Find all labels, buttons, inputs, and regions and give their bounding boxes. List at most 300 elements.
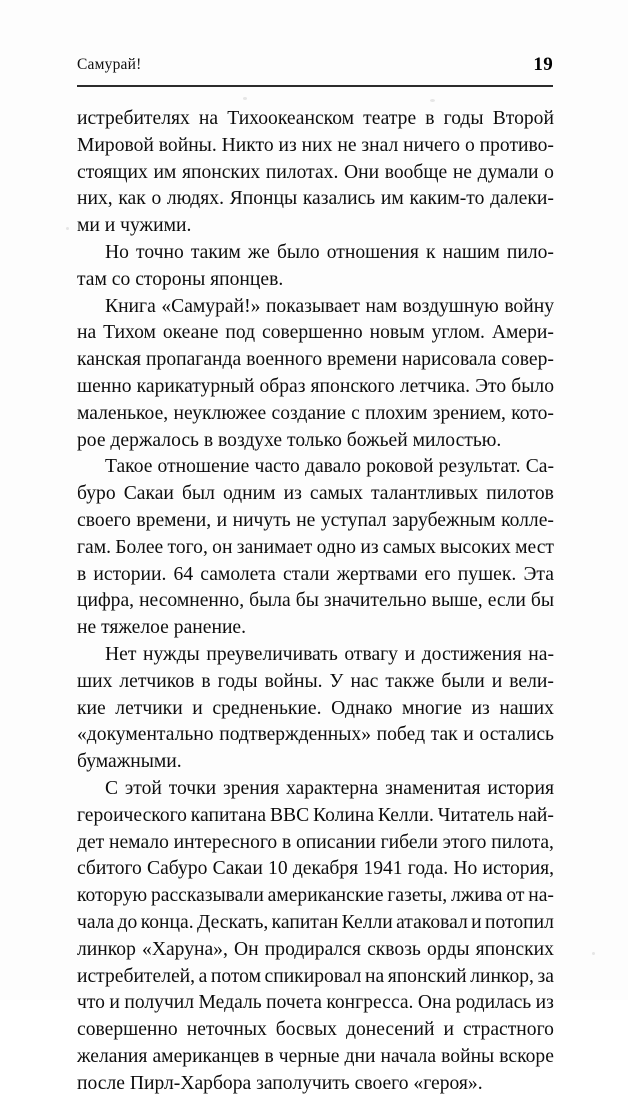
text-line [77, 803, 554, 830]
word: им [153, 161, 177, 183]
word: героического [77, 804, 187, 826]
scan-speck [430, 99, 435, 102]
word: японских [181, 161, 261, 183]
word: было [511, 375, 554, 397]
word: Второй [492, 108, 554, 129]
word: продирался [264, 938, 361, 960]
word: Нет [105, 643, 137, 665]
word: карикатурный [136, 375, 255, 397]
word: кото- [511, 402, 554, 424]
word: каким-то [409, 188, 485, 210]
word: выше, [431, 590, 483, 612]
word: отношения [326, 241, 419, 263]
text-line [77, 722, 554, 749]
word: ших [77, 670, 113, 692]
word: мест [515, 536, 554, 558]
word: годы [443, 108, 484, 129]
text-line [77, 160, 554, 187]
word: начала [380, 1045, 437, 1067]
word: Сакаи [123, 483, 174, 505]
text-line [77, 615, 554, 642]
word: после Пирл-Харбора заполучить своего «героя». [77, 1072, 483, 1094]
scan-speck [66, 227, 69, 230]
word: Более [115, 536, 164, 558]
word: преувеличивать [206, 643, 338, 665]
word: линкор [77, 938, 136, 960]
word: стали [282, 563, 330, 585]
text-line [77, 669, 554, 696]
text-line [77, 294, 554, 321]
word: пропаганда [146, 349, 242, 371]
text-line [77, 267, 554, 294]
word: противо- [479, 134, 554, 156]
word: в [281, 831, 292, 853]
word: 1941 [363, 858, 403, 880]
word: самых [382, 536, 436, 558]
text-line [77, 749, 554, 776]
running-head [77, 56, 553, 82]
word: к [426, 241, 436, 263]
word: шенно [77, 375, 132, 397]
word: остались [479, 724, 554, 746]
word: он [212, 536, 233, 558]
word: зарубежным [392, 509, 496, 531]
word: линкор, [470, 965, 534, 987]
scan-speck [592, 952, 595, 955]
word: Тихоокеанском [227, 108, 355, 129]
word: декабря [292, 858, 359, 880]
word: была [249, 590, 291, 612]
word: в [201, 670, 211, 692]
text-line [77, 642, 554, 669]
word: совер- [501, 349, 554, 371]
word: желания [77, 1045, 148, 1067]
text-line [77, 1071, 554, 1097]
word: точки [168, 777, 217, 799]
word: Читатель [437, 804, 514, 826]
word: Она [417, 992, 452, 1014]
running-head-title: Самурай! [77, 56, 142, 73]
text-line [77, 508, 554, 535]
word: лжива [450, 885, 503, 907]
word: Это [475, 375, 507, 397]
word: также [385, 670, 435, 692]
word: давало [304, 456, 362, 478]
word: дни [344, 1045, 376, 1067]
word: своего [77, 509, 131, 531]
word: бы [295, 590, 319, 612]
word: плохим [365, 402, 428, 424]
word: японский [387, 965, 467, 987]
text-line [77, 186, 554, 213]
word: на- [528, 643, 554, 665]
word: показывает [265, 295, 360, 317]
word: Но [453, 858, 478, 880]
word: войны. [264, 670, 323, 692]
word: летчики [115, 697, 183, 719]
word: них [301, 134, 333, 156]
word: о [151, 188, 162, 210]
text-line [77, 374, 554, 401]
word: точно [136, 241, 184, 263]
word: конца. [140, 911, 194, 933]
word: и [471, 911, 482, 933]
word: них, [77, 188, 113, 210]
word: занимает [236, 536, 313, 558]
word: родилась [455, 992, 532, 1014]
word: ВВС [269, 804, 310, 826]
word: босвых [275, 1019, 337, 1041]
word: вели- [509, 670, 554, 692]
text-line [77, 696, 554, 723]
word: гам. [77, 536, 112, 558]
word: цифра, [77, 590, 135, 612]
word: углом. [431, 322, 485, 344]
paragraph [77, 642, 554, 776]
word: и [491, 670, 503, 692]
word: времени, [136, 509, 212, 531]
word: Книга [105, 295, 156, 317]
word: от [506, 885, 525, 907]
word: было [276, 241, 320, 263]
text-line [77, 481, 554, 508]
word: не тяжелое ранение. [77, 617, 247, 639]
word: пилотах. [265, 161, 339, 183]
word: которую [77, 885, 148, 907]
word: колле- [501, 509, 554, 531]
word: этого [442, 831, 487, 853]
word: и [109, 992, 120, 1014]
word: военного [246, 349, 323, 371]
word: Амери- [491, 322, 554, 344]
word: не [337, 134, 357, 156]
text-line [77, 1044, 554, 1071]
word: войну [504, 295, 554, 317]
word: часто [254, 456, 300, 478]
word: страстного [463, 1019, 554, 1041]
word: кие [77, 697, 106, 719]
word: летчиков [119, 670, 195, 692]
word: Колина [313, 804, 375, 826]
word: в [264, 1045, 274, 1067]
word: пило- [506, 241, 554, 263]
word: годы [217, 670, 258, 692]
word: за [537, 965, 554, 987]
word: ничего [403, 134, 461, 156]
word: интересного [173, 831, 278, 853]
word: о [464, 134, 475, 156]
word: что [77, 992, 105, 1014]
text-line [77, 883, 554, 910]
word: результат. [438, 456, 521, 478]
word: и [216, 509, 228, 531]
word: немало [109, 831, 169, 853]
word: талантливых [371, 483, 479, 505]
word: одним [222, 483, 276, 505]
word: Келли. [377, 804, 434, 826]
word: рое держалось в воздухе только божьей милостью. [77, 429, 502, 451]
word: Такое [105, 456, 153, 478]
word: того, [167, 536, 208, 558]
word: в [77, 563, 87, 585]
paragraph [77, 294, 554, 455]
word: Эта [523, 563, 554, 585]
word: из [471, 697, 490, 719]
word: времени [327, 349, 397, 371]
word: средненькие. [212, 697, 322, 719]
text-line [77, 964, 554, 991]
word: отвагу [344, 643, 398, 665]
word: новым [369, 322, 425, 344]
word: не [296, 509, 316, 531]
word: Са- [525, 456, 554, 478]
word: Однако [331, 697, 393, 719]
word: Тихом [103, 322, 156, 344]
word: до [117, 911, 138, 933]
word: значительно [323, 590, 427, 612]
header-rule [77, 85, 553, 87]
word: С [105, 777, 119, 799]
word: потом [210, 965, 261, 987]
word: из [360, 536, 379, 558]
word: Но [105, 241, 129, 263]
word: казались [302, 188, 376, 210]
word: о [544, 161, 554, 183]
word: описании [296, 831, 376, 853]
word: донесений [345, 1019, 435, 1041]
word: зрения [222, 777, 280, 799]
word: побед [376, 724, 426, 746]
word: и [443, 1019, 455, 1041]
word: и [463, 724, 474, 746]
word: воздушную [402, 295, 499, 317]
word: истребителях [77, 108, 190, 129]
word: Медаль [198, 992, 262, 1014]
word: Сабуро [147, 858, 208, 880]
word: почета [266, 992, 322, 1014]
word: этой [124, 777, 162, 799]
word: японского [310, 375, 395, 397]
word: таким [190, 241, 241, 263]
word: характерна [286, 777, 379, 799]
word: буро [77, 483, 116, 505]
word: капитана [190, 804, 267, 826]
text-line [77, 856, 554, 883]
text-line [77, 535, 554, 562]
scan-speck [243, 97, 247, 100]
text-line [77, 428, 554, 455]
word: войны. [158, 134, 217, 156]
word: Никто [221, 134, 274, 156]
word: далеки- [490, 188, 554, 210]
word: рассказывали [150, 885, 264, 907]
word: же [247, 241, 270, 263]
text-line [77, 1017, 554, 1044]
text-line [77, 776, 554, 803]
word: там со стороны японцев. [77, 268, 284, 290]
word: многие [402, 697, 462, 719]
word: людях. [166, 188, 224, 210]
word: нас [350, 670, 379, 692]
word: нам [365, 295, 398, 317]
word: войны [441, 1045, 495, 1067]
word: газеты, [387, 885, 448, 907]
word: 10 [268, 858, 288, 880]
word: и [404, 643, 416, 665]
paragraph [77, 106, 554, 240]
word: неточных [186, 1019, 267, 1041]
paragraph [77, 240, 554, 294]
word: с [351, 402, 360, 424]
word: достижения [421, 643, 522, 665]
word: сквозь [367, 938, 421, 960]
word: бы [530, 590, 554, 612]
word: зрением, [432, 402, 506, 424]
word: создание [271, 402, 346, 424]
text-line [77, 937, 554, 964]
word: истребителей, [77, 965, 196, 987]
word: самолета [200, 563, 276, 585]
word: знаменитая [385, 777, 481, 799]
word: а [198, 965, 208, 987]
text-line [77, 910, 554, 937]
word: пушек. [457, 563, 517, 585]
word: японских [475, 938, 554, 960]
word: Японцы [229, 188, 298, 210]
word: канская [77, 349, 142, 371]
word: история [487, 777, 554, 799]
word: как [118, 188, 146, 210]
word: Он [234, 938, 259, 960]
text-line [77, 454, 554, 481]
word: уступал [320, 509, 387, 531]
word: совершенно [262, 322, 363, 344]
paragraph [77, 454, 554, 642]
word: и [192, 697, 203, 719]
word: спикировал [264, 965, 362, 987]
word: американцев [152, 1045, 260, 1067]
word: Келли [341, 911, 393, 933]
word: чала [77, 911, 115, 933]
word: если [487, 590, 526, 612]
word: подтвержденных» [219, 724, 372, 746]
word: Мировой [77, 134, 154, 156]
word: получил [124, 992, 195, 1014]
word: «Харуна», [142, 938, 228, 960]
text-line [77, 830, 554, 857]
word: 64 [173, 563, 194, 585]
word: «документально [77, 724, 214, 746]
word: капитан [271, 911, 339, 933]
word: вскоре [499, 1045, 554, 1067]
word: театре [363, 108, 417, 129]
word: най- [517, 804, 554, 826]
word: его [424, 563, 451, 585]
word: были [441, 670, 485, 692]
word: истории. [93, 563, 167, 585]
word: отношение [157, 456, 250, 478]
text-line [77, 990, 554, 1017]
word: роковой [366, 456, 434, 478]
text-line [77, 213, 554, 240]
word: наших [499, 697, 554, 719]
word: был [181, 483, 215, 505]
word: нужды [143, 643, 200, 665]
word: сбитого [77, 858, 142, 880]
word: думали [477, 161, 539, 183]
word: конгресса. [326, 992, 414, 1014]
word: нарисовала [401, 349, 497, 371]
page-number: 19 [533, 54, 553, 75]
word: атаковал [396, 911, 468, 933]
word: американские [267, 885, 384, 907]
word: история, [482, 858, 554, 880]
text-line [77, 562, 554, 589]
word: на [364, 965, 385, 987]
word: совершенно [77, 1019, 178, 1041]
text-line [77, 347, 554, 374]
word: года. [407, 858, 449, 880]
text-line [77, 106, 554, 133]
text-line [77, 240, 554, 267]
word: дет [77, 831, 105, 853]
word: на [198, 108, 219, 129]
word: в [425, 108, 435, 129]
word: знал [361, 134, 399, 156]
word: самых [309, 483, 363, 505]
word: потопил [485, 911, 554, 933]
word: пилота, [491, 831, 554, 853]
word: образ [259, 375, 306, 397]
word: маленькое, [77, 402, 169, 424]
text-line [77, 588, 554, 615]
word: океане [162, 322, 219, 344]
word: орды [427, 938, 470, 960]
word: вообще [384, 161, 448, 183]
word: на- [528, 885, 554, 907]
word: Дескать, [197, 911, 269, 933]
word: нашим [442, 241, 500, 263]
word: одно [316, 536, 357, 558]
word: высоких [440, 536, 511, 558]
text-line [77, 401, 554, 428]
word: летчика. [399, 375, 471, 397]
word: неуклюжее [173, 402, 267, 424]
word: бумажными. [77, 751, 182, 773]
word: под [225, 322, 256, 344]
word: из [535, 992, 554, 1014]
word: так [430, 724, 458, 746]
word: «Самурай!» [161, 295, 261, 317]
word: на [77, 322, 97, 344]
text-line [77, 133, 554, 160]
word: гибели [380, 831, 438, 853]
word: стоящих [77, 161, 148, 183]
word: черные [278, 1045, 340, 1067]
word: не [452, 161, 472, 183]
body-text [77, 106, 554, 1097]
word: несомненно, [139, 590, 245, 612]
word: Сакаи [212, 858, 263, 880]
word: пилотов [486, 483, 554, 505]
word: ничуть [232, 509, 291, 531]
word: им [380, 188, 404, 210]
word: из [278, 134, 297, 156]
word: Они [343, 161, 380, 183]
word: из [283, 483, 302, 505]
paragraph [77, 776, 554, 1097]
word: жертвами [336, 563, 418, 585]
